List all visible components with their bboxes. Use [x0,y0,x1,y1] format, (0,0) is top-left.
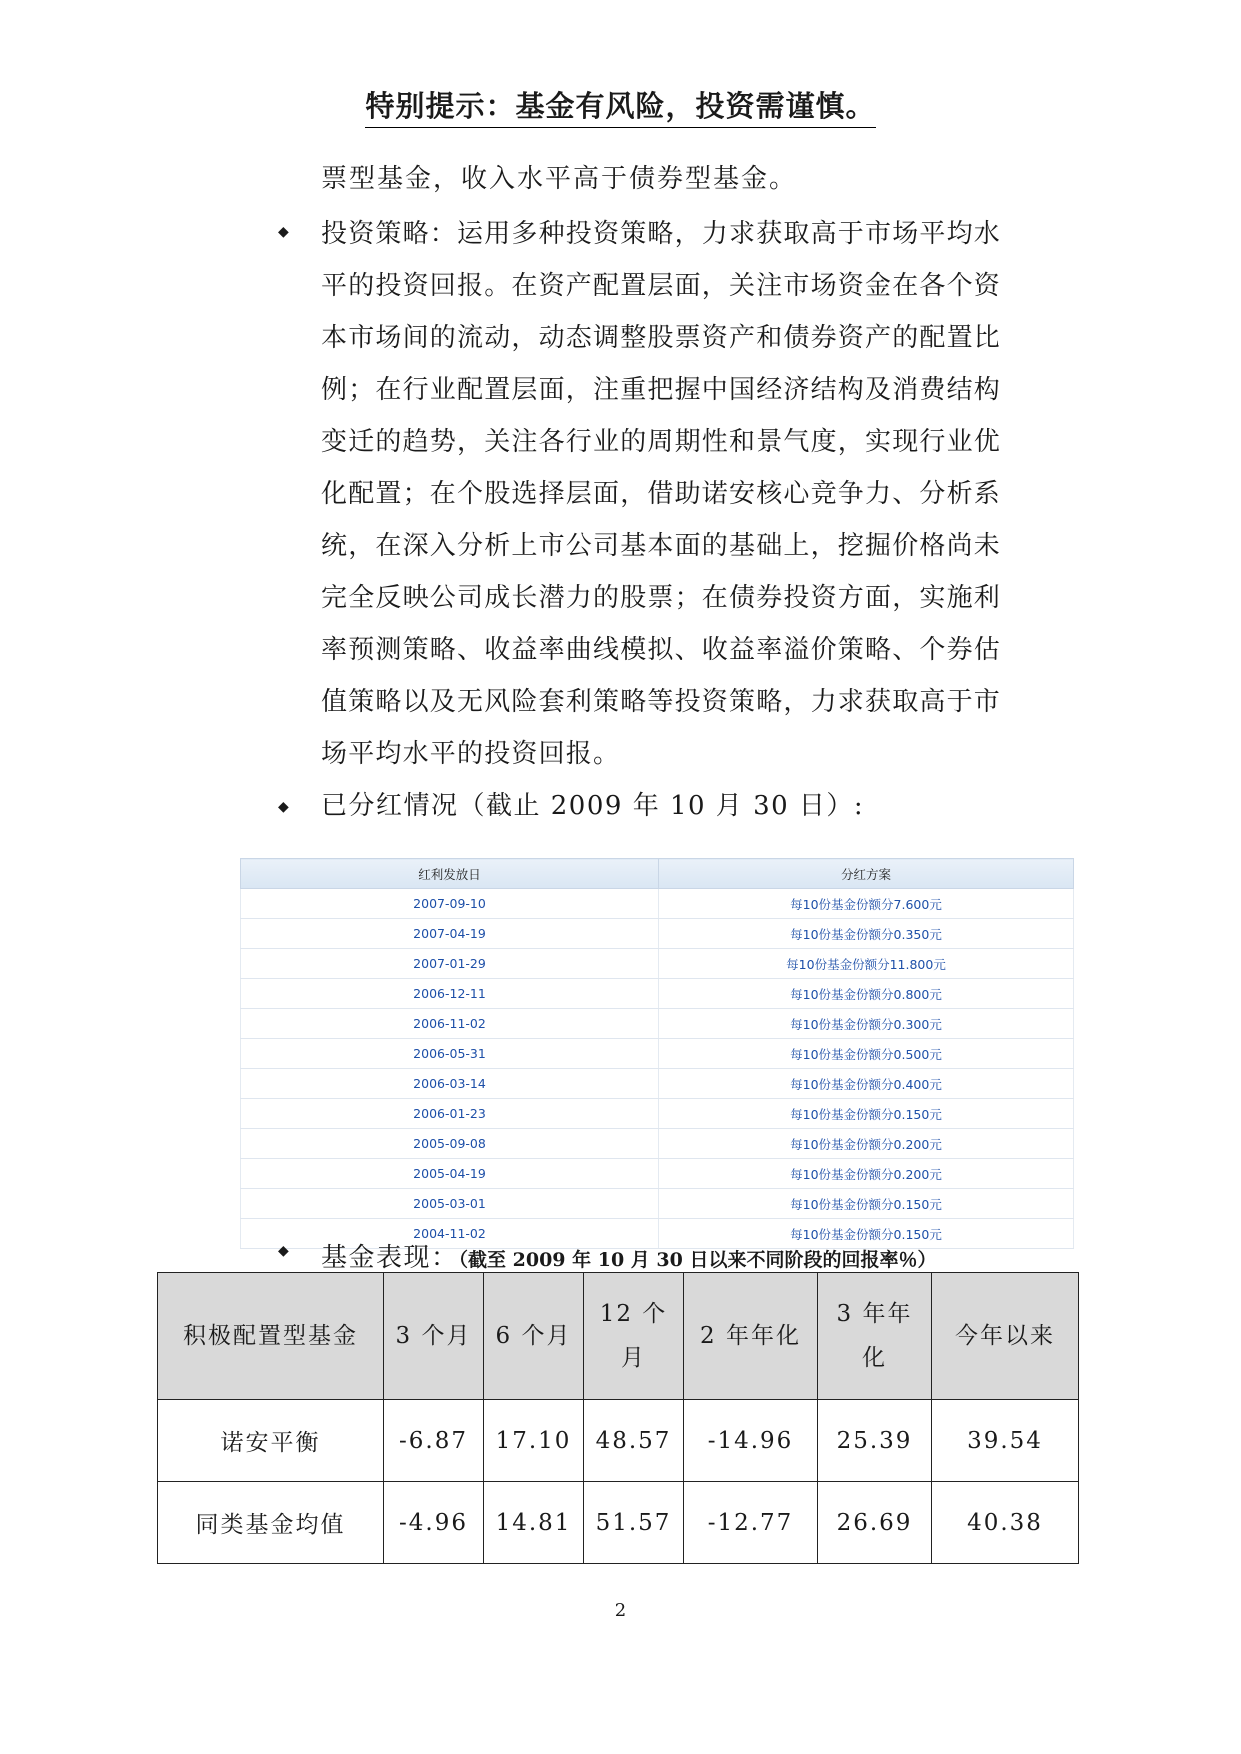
strategy-line: 本市场间的流动，动态调整股票资产和债券资产的配置比 [321,323,1002,353]
strategy-line: 统，在深入分析上市公司基本面的基础上，挖掘价格尚未 [321,531,1002,561]
strategy-line: 变迁的趋势，关注各行业的周期性和景气度，实现行业优 [321,427,1002,457]
dividend-heading: 已分红情况（截止 2009 年 10 月 30 日）: [321,791,865,821]
table-row [241,1099,1074,1129]
strategy-line: 值策略以及无风险套利策略等投资策略，力求获取高于市 [321,687,1002,717]
dividend-plan-cell: 每10份基金份额分0.200元 [659,1129,1074,1159]
header-6-months: 6 个月 [484,1273,584,1400]
bullet-icon: ◆ [278,799,289,815]
dividend-plan-cell: 每10份基金份额分0.150元 [659,1189,1074,1219]
column-header-payout-date: 红利发放日 [241,859,659,889]
header-3-months: 3 个月 [384,1273,484,1400]
dividend-plan-cell: 每10份基金份额分0.800元 [659,979,1074,1009]
investment-strategy-paragraph [321,208,1051,780]
fund-name-cell: 同类基金均值 [158,1482,384,1564]
performance-header-row [158,1273,1079,1400]
return-cell: -6.87 [384,1400,484,1482]
strategy-line: 化配置；在个股选择层面，借助诺安核心竞争力、分析系 [321,479,1002,509]
strategy-line: 例；在行业配置层面，注重把握中国经济结构及消费结构 [321,375,1002,405]
payout-date-cell: 2007-01-29 [241,949,659,979]
performance-table [157,1272,1079,1564]
table-row [241,1039,1074,1069]
dividend-plan-cell: 每10份基金份额分0.150元 [659,1219,1074,1249]
dividend-plan-cell: 每10份基金份额分0.500元 [659,1039,1074,1069]
table-row [158,1482,1079,1564]
dividend-plan-cell: 每10份基金份额分0.300元 [659,1009,1074,1039]
header-fund-category: 积极配置型基金 [158,1273,384,1400]
payout-date-cell: 2004-11-02 [241,1219,659,1249]
return-cell: 25.39 [818,1400,932,1482]
strategy-line: 平的投资回报。在资产配置层面，关注市场资金在各个资 [321,271,1002,301]
header-3-year-annualized: 3 年年 化 [818,1273,932,1400]
payout-date-cell: 2007-04-19 [241,919,659,949]
header-ytd: 今年以来 [932,1273,1079,1400]
return-cell: 17.10 [484,1400,584,1482]
payout-date-cell: 2006-12-11 [241,979,659,1009]
performance-heading-note: （截至 2009 年 10 月 30 日以来不同阶段的回报率％） [458,1249,937,1271]
bullet-icon: ◆ [278,1243,289,1259]
payout-date-cell: 2005-03-01 [241,1189,659,1219]
performance-heading [321,1237,936,1274]
table-row [241,889,1074,919]
payout-date-cell: 2006-05-31 [241,1039,659,1069]
payout-date-cell: 2007-09-10 [241,889,659,919]
dividend-table-header-row [241,859,1074,889]
risk-warning-text: 特别提示：基金有风险，投资需谨慎。 [365,89,875,128]
table-row [241,979,1074,1009]
table-row [241,1159,1074,1189]
performance-heading-main: 基金表现： [321,1243,459,1273]
strategy-line: 投资策略：运用多种投资策略，力求获取高于市场平均水 [321,219,1002,249]
return-cell: -14.96 [684,1400,818,1482]
return-cell: -4.96 [384,1482,484,1564]
dividend-plan-cell: 每10份基金份额分7.600元 [659,889,1074,919]
table-row [241,949,1074,979]
table-row [158,1400,1079,1482]
strategy-line: 场平均水平的投资回报。 [321,739,621,769]
payout-date-cell: 2005-09-08 [241,1129,659,1159]
payout-date-cell: 2006-11-02 [241,1009,659,1039]
return-cell: 48.57 [584,1400,684,1482]
payout-date-cell: 2006-01-23 [241,1099,659,1129]
table-row [241,1009,1074,1039]
header-12-months: 12 个 月 [584,1273,684,1400]
dividend-plan-cell: 每10份基金份额分0.150元 [659,1099,1074,1129]
strategy-line: 完全反映公司成长潜力的股票；在债券投资方面，实施利 [321,583,1002,613]
dividend-plan-cell: 每10份基金份额分0.350元 [659,919,1074,949]
return-cell: 40.38 [932,1482,1079,1564]
return-cell: 39.54 [932,1400,1079,1482]
return-cell: 14.81 [484,1482,584,1564]
column-header-dividend-plan: 分红方案 [659,859,1074,889]
risk-warning-header [0,84,1241,125]
return-cell: 51.57 [584,1482,684,1564]
table-row [241,1069,1074,1099]
payout-date-cell: 2005-04-19 [241,1159,659,1189]
page-number: 2 [614,1600,627,1621]
continuation-paragraph: 票型基金，收入水平高于债券型基金。 [321,164,798,194]
return-cell: -12.77 [684,1482,818,1564]
dividend-plan-cell: 每10份基金份额分0.400元 [659,1069,1074,1099]
table-row [241,1189,1074,1219]
dividend-table [240,858,1074,1249]
dividend-plan-cell: 每10份基金份额分11.800元 [659,949,1074,979]
payout-date-cell: 2006-03-14 [241,1069,659,1099]
strategy-line: 率预测策略、收益率曲线模拟、收益率溢价策略、个券估 [321,635,1002,665]
table-row [241,919,1074,949]
bullet-icon: ◆ [278,224,289,240]
header-2-year-annualized: 2 年年化 [684,1273,818,1400]
table-row [241,1129,1074,1159]
fund-name-cell: 诺安平衡 [158,1400,384,1482]
return-cell: 26.69 [818,1482,932,1564]
dividend-plan-cell: 每10份基金份额分0.200元 [659,1159,1074,1189]
